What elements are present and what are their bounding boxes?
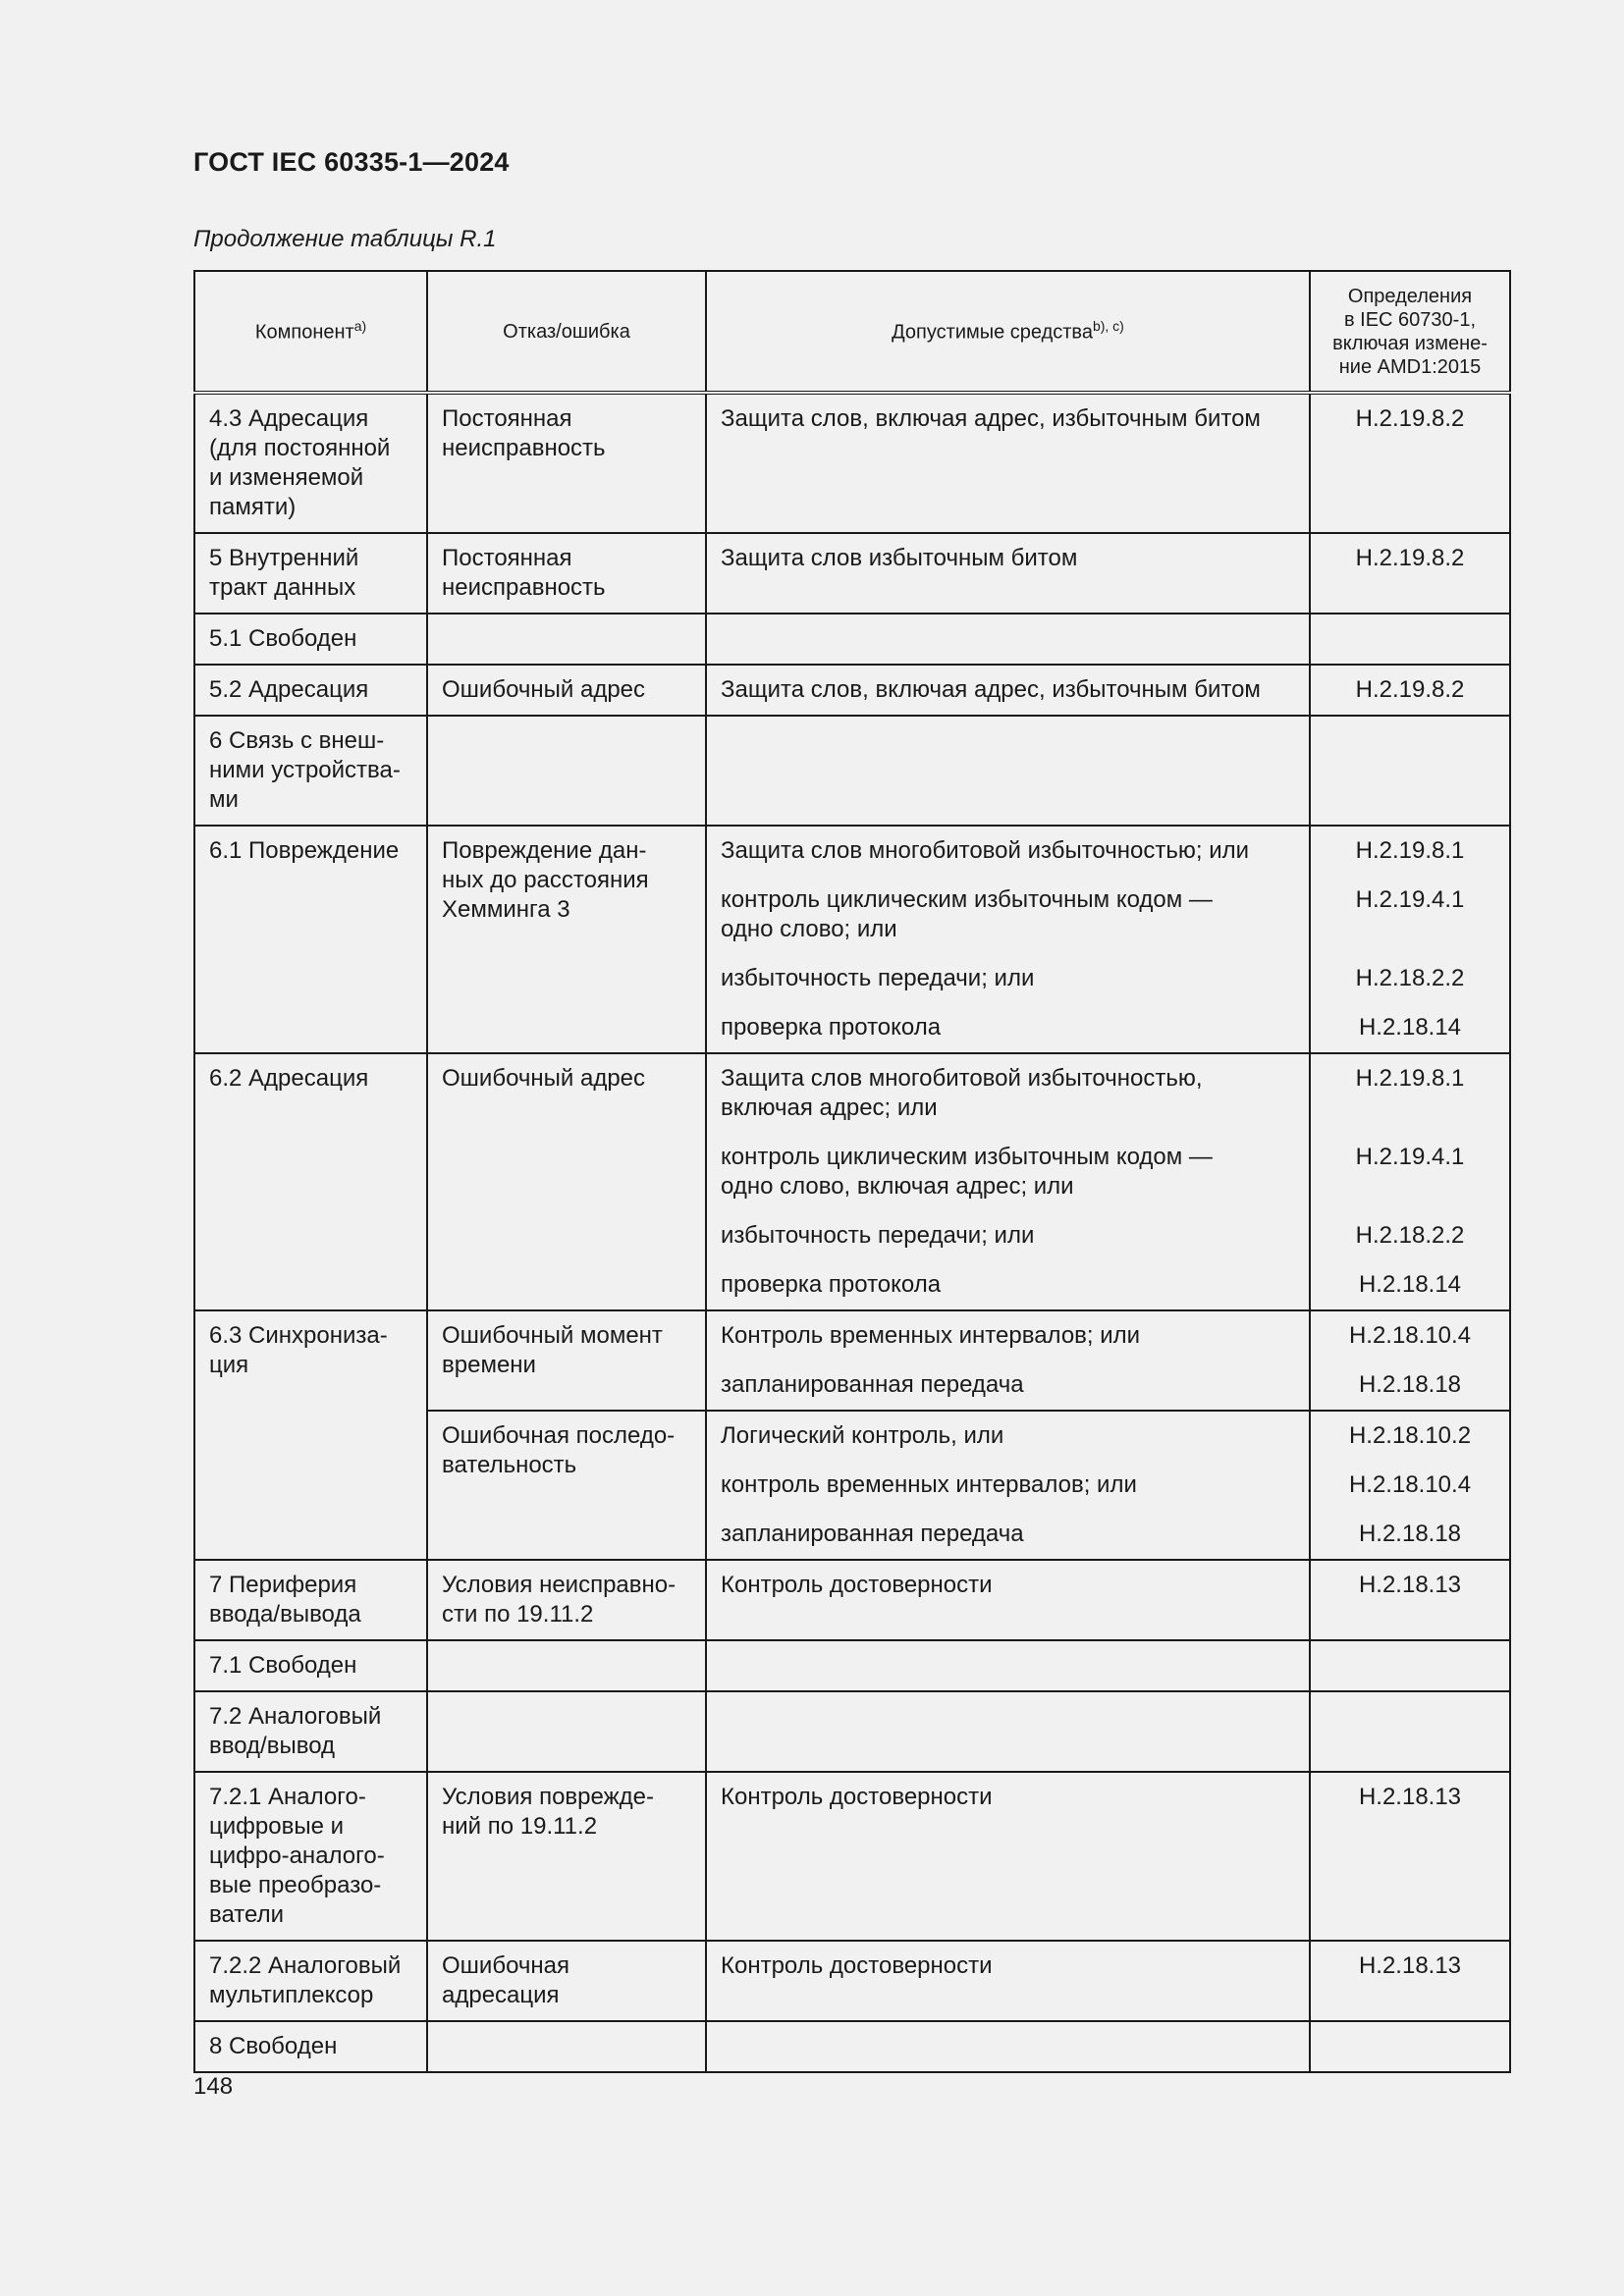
means-item	[721, 1520, 1295, 1549]
definition-ref-cell	[1310, 1560, 1510, 1640]
table-row	[194, 533, 1510, 614]
means-line: включая адрес; или	[721, 1095, 938, 1121]
cell-line: тракт данных	[209, 574, 356, 601]
means-cell	[706, 2021, 1310, 2072]
failure-cell	[427, 716, 706, 826]
definition-ref-label: H.2.18.14	[1358, 1014, 1462, 1041]
means-item	[721, 1321, 1295, 1351]
failure-cell	[427, 1691, 706, 1772]
means-line: контроль циклическим избыточным кодом —	[721, 886, 1213, 913]
failure-cell	[427, 1772, 706, 1941]
definition-ref-label: H.2.18.14	[1358, 1271, 1462, 1298]
failure-cell	[427, 1411, 706, 1560]
column-header-definitions: Определения в IEC 60730-1, включая измене- ние AMD1:2015	[1310, 271, 1510, 393]
means-cell	[706, 1772, 1310, 1941]
table-row	[194, 665, 1510, 716]
cell-line: 6.2 Адресация	[209, 1065, 369, 1092]
means-cell	[706, 1941, 1310, 2021]
definition-ref-label: H.2.18.10.4	[1348, 1322, 1472, 1349]
cell-line: неисправность	[442, 574, 606, 601]
means-cell	[706, 1411, 1310, 1560]
table-row	[194, 826, 1510, 1053]
means-item	[721, 1064, 1295, 1123]
definition-ref-label: H.2.19.8.2	[1355, 676, 1465, 703]
cell-line: 5 Внутренний	[209, 545, 359, 571]
cell-line: Условия поврежде-	[442, 1784, 654, 1810]
means-line: Защита слов, включая адрес, избыточным битом	[721, 676, 1261, 703]
definition-ref-label: H.2.19.8.1	[1355, 837, 1465, 864]
means-line: избыточность передачи; или	[721, 1222, 1035, 1249]
cell-line: ний по 19.11.2	[442, 1813, 598, 1840]
means-line: Защита слов многобитовой избыточностью; или	[721, 837, 1250, 864]
cell-line: вые преобразо-	[209, 1872, 382, 1898]
means-item	[721, 1783, 1295, 1812]
means-item	[721, 836, 1295, 866]
means-line: контроль циклическим избыточным кодом —	[721, 1144, 1213, 1170]
definition-ref-label: H.2.19.4.1	[1355, 1144, 1465, 1170]
means-item	[721, 1571, 1295, 1600]
cell-line: Хемминга 3	[442, 896, 570, 923]
means-cell	[706, 1691, 1310, 1772]
component-cell	[194, 614, 427, 665]
means-cell	[706, 1053, 1310, 1310]
cell-line: Ошибочная последо-	[442, 1422, 676, 1449]
failure-cell	[427, 826, 706, 1053]
table-header-row	[194, 271, 1510, 393]
component-cell	[194, 1691, 427, 1772]
means-item	[721, 1221, 1295, 1251]
means-line: Логический контроль, или	[721, 1422, 1004, 1449]
failure-cell	[427, 393, 706, 533]
failure-cell	[427, 1941, 706, 2021]
means-cell	[706, 1640, 1310, 1691]
component-cell	[194, 1053, 427, 1310]
cell-line: времени	[442, 1352, 536, 1378]
component-cell	[194, 393, 427, 533]
cell-line: 8 Свободен	[209, 2033, 338, 2059]
means-item	[721, 675, 1295, 705]
failure-cell	[427, 614, 706, 665]
definition-ref	[1325, 1520, 1495, 1549]
definition-ref	[1325, 1221, 1495, 1251]
definition-ref-label: H.2.18.10.2	[1348, 1422, 1472, 1449]
cell-line: 4.3 Адресация	[209, 405, 369, 432]
cell-line: Повреждение дан-	[442, 837, 647, 864]
cell-line: 7 Периферия	[209, 1572, 357, 1598]
cell-line: Ошибочный момент	[442, 1322, 663, 1349]
definition-ref	[1325, 675, 1495, 705]
failure-cell	[427, 1310, 706, 1411]
definition-ref-cell	[1310, 393, 1510, 533]
cell-line: цифро-аналого-	[209, 1842, 385, 1869]
means-cell	[706, 826, 1310, 1053]
definition-ref	[1325, 1370, 1495, 1400]
failure-cell	[427, 665, 706, 716]
definition-ref-cell	[1310, 826, 1510, 1053]
cell-line: 6.1 Повреждение	[209, 837, 400, 864]
component-cell	[194, 1772, 427, 1941]
cell-line: цифровые и	[209, 1813, 345, 1840]
means-item	[721, 544, 1295, 573]
definition-ref-label: H.2.18.2.2	[1355, 965, 1465, 991]
table-row	[194, 1560, 1510, 1640]
definition-ref	[1325, 404, 1495, 434]
means-item	[721, 1013, 1295, 1042]
means-line: Контроль достоверности	[721, 1952, 993, 1979]
means-cell	[706, 665, 1310, 716]
cell-line: вательность	[442, 1452, 577, 1478]
table-row	[194, 1310, 1510, 1411]
definition-ref-label: H.2.19.8.1	[1355, 1065, 1465, 1092]
table-row	[194, 716, 1510, 826]
means-cell	[706, 1560, 1310, 1640]
definition-ref-label: H.2.18.2.2	[1355, 1222, 1465, 1249]
cell-line: Ошибочный адрес	[442, 676, 646, 703]
means-line: проверка протокола	[721, 1271, 942, 1298]
cell-line: ватели	[209, 1901, 284, 1928]
failure-cell	[427, 2021, 706, 2072]
table-row	[194, 2021, 1510, 2072]
cell-line: ввод/вывод	[209, 1733, 336, 1759]
cell-line: Постоянная	[442, 405, 572, 432]
failure-cell	[427, 1560, 706, 1640]
means-item	[721, 1370, 1295, 1400]
means-item	[721, 964, 1295, 993]
table-row	[194, 1772, 1510, 1941]
requirements-table	[193, 270, 1511, 2073]
cell-line: Условия неисправно-	[442, 1572, 677, 1598]
definition-ref-label: H.2.18.18	[1358, 1371, 1462, 1398]
definition-ref-cell	[1310, 2021, 1510, 2072]
cell-line: (для постоянной	[209, 435, 391, 461]
means-cell	[706, 533, 1310, 614]
means-line: Контроль временных интервалов; или	[721, 1322, 1141, 1349]
cell-line: мультиплексор	[209, 1982, 374, 2008]
component-cell	[194, 716, 427, 826]
means-line: контроль временных интервалов; или	[721, 1471, 1137, 1498]
definition-ref	[1325, 885, 1495, 944]
table-row	[194, 614, 1510, 665]
definition-ref-cell	[1310, 1941, 1510, 2021]
failure-cell	[427, 533, 706, 614]
means-line: одно слово; или	[721, 916, 897, 942]
table-caption: Продолжение таблицы R.1	[193, 226, 497, 252]
cell-line: 7.2 Аналоговый	[209, 1703, 382, 1730]
cell-line: 7.1 Свободен	[209, 1652, 357, 1679]
definition-ref	[1325, 1013, 1495, 1042]
component-cell	[194, 533, 427, 614]
definition-ref-label: H.2.19.4.1	[1355, 886, 1465, 913]
definition-ref-label: H.2.18.18	[1358, 1521, 1462, 1547]
means-cell	[706, 716, 1310, 826]
cell-line: адресация	[442, 1982, 560, 2008]
means-cell	[706, 1310, 1310, 1411]
document-title: ГОСТ IEC 60335-1—2024	[193, 147, 510, 177]
means-line: Контроль достоверности	[721, 1784, 993, 1810]
cell-line: 6 Связь с внеш-	[209, 727, 385, 754]
definition-ref	[1325, 1270, 1495, 1300]
column-header-component: Компонент$^{a)}$	[194, 271, 427, 393]
definition-ref-cell	[1310, 533, 1510, 614]
table-row	[194, 393, 1510, 533]
component-cell	[194, 1560, 427, 1640]
definition-ref	[1325, 964, 1495, 993]
definition-ref-label: H.2.18.13	[1358, 1784, 1462, 1810]
definition-ref	[1325, 1064, 1495, 1123]
definition-ref-cell	[1310, 1640, 1510, 1691]
means-line: одно слово, включая адрес; или	[721, 1173, 1074, 1200]
means-line: Защита слов многобитовой избыточностью,	[721, 1065, 1203, 1092]
failure-cell	[427, 1053, 706, 1310]
definition-ref	[1325, 1571, 1495, 1600]
definition-ref	[1325, 1421, 1495, 1451]
means-item	[721, 1951, 1295, 1981]
means-cell	[706, 393, 1310, 533]
cell-line: неисправность	[442, 435, 606, 461]
definition-ref-label: H.2.18.13	[1358, 1572, 1462, 1598]
definition-ref	[1325, 1470, 1495, 1500]
definition-ref-cell	[1310, 1772, 1510, 1941]
definition-ref	[1325, 1143, 1495, 1201]
means-item	[721, 404, 1295, 434]
definition-ref-label: H.2.18.13	[1358, 1952, 1462, 1979]
definition-ref-cell	[1310, 1411, 1510, 1560]
cell-line: Ошибочный адрес	[442, 1065, 646, 1092]
component-cell	[194, 1310, 427, 1560]
cell-line: 7.2.1 Аналого-	[209, 1784, 366, 1810]
definition-ref	[1325, 1783, 1495, 1812]
cell-line: 6.3 Синхрониза-	[209, 1322, 388, 1349]
cell-line: 5.2 Адресация	[209, 676, 369, 703]
means-line: Защита слов избыточным битом	[721, 545, 1078, 571]
means-line: избыточность передачи; или	[721, 965, 1035, 991]
definition-ref-label: H.2.19.8.2	[1355, 405, 1465, 432]
cell-line: сти по 19.11.2	[442, 1601, 594, 1628]
cell-line: Ошибочная	[442, 1952, 569, 1979]
means-item	[721, 1421, 1295, 1451]
cell-line: памяти)	[209, 494, 297, 520]
component-cell	[194, 1640, 427, 1691]
definition-ref-cell	[1310, 1053, 1510, 1310]
cell-line: 5.1 Свободен	[209, 625, 357, 652]
definition-ref-label: H.2.18.10.4	[1348, 1471, 1472, 1498]
table-row	[194, 1640, 1510, 1691]
definition-ref-cell	[1310, 716, 1510, 826]
component-cell	[194, 665, 427, 716]
cell-line: ввода/вывода	[209, 1601, 361, 1628]
means-line: Контроль достоверности	[721, 1572, 993, 1598]
definition-ref	[1325, 1951, 1495, 1981]
means-item	[721, 885, 1295, 944]
means-item	[721, 1143, 1295, 1201]
means-item	[721, 1470, 1295, 1500]
cell-line: ними устройства-	[209, 757, 401, 783]
cell-line: Постоянная	[442, 545, 572, 571]
means-cell	[706, 614, 1310, 665]
cell-line: 7.2.2 Аналоговый	[209, 1952, 402, 1979]
cell-line: и изменяемой	[209, 464, 364, 491]
table-row	[194, 1691, 1510, 1772]
table-row	[194, 1941, 1510, 2021]
component-cell	[194, 826, 427, 1053]
cell-line: ных до расстояния	[442, 867, 649, 893]
definition-ref	[1325, 544, 1495, 573]
means-line: проверка протокола	[721, 1014, 942, 1041]
definition-ref-cell	[1310, 665, 1510, 716]
means-line: запланированная передача	[721, 1371, 1024, 1398]
cell-line: ция	[209, 1352, 249, 1378]
cell-line: ми	[209, 786, 239, 813]
column-header-failure: Отказ/ошибка	[427, 271, 706, 393]
table-row	[194, 1053, 1510, 1310]
page-number: 148	[193, 2073, 234, 2100]
component-cell	[194, 1941, 427, 2021]
definition-ref-cell	[1310, 1691, 1510, 1772]
means-line: запланированная передача	[721, 1521, 1024, 1547]
definition-ref	[1325, 836, 1495, 866]
definition-ref-label: H.2.19.8.2	[1355, 545, 1465, 571]
column-header-means: Допустимые средства$^{b), c)}$	[706, 271, 1310, 393]
definition-ref-cell	[1310, 1310, 1510, 1411]
component-cell	[194, 2021, 427, 2072]
failure-cell	[427, 1640, 706, 1691]
definition-ref-cell	[1310, 614, 1510, 665]
means-line: Защита слов, включая адрес, избыточным битом	[721, 405, 1261, 432]
means-item	[721, 1270, 1295, 1300]
definition-ref	[1325, 1321, 1495, 1351]
